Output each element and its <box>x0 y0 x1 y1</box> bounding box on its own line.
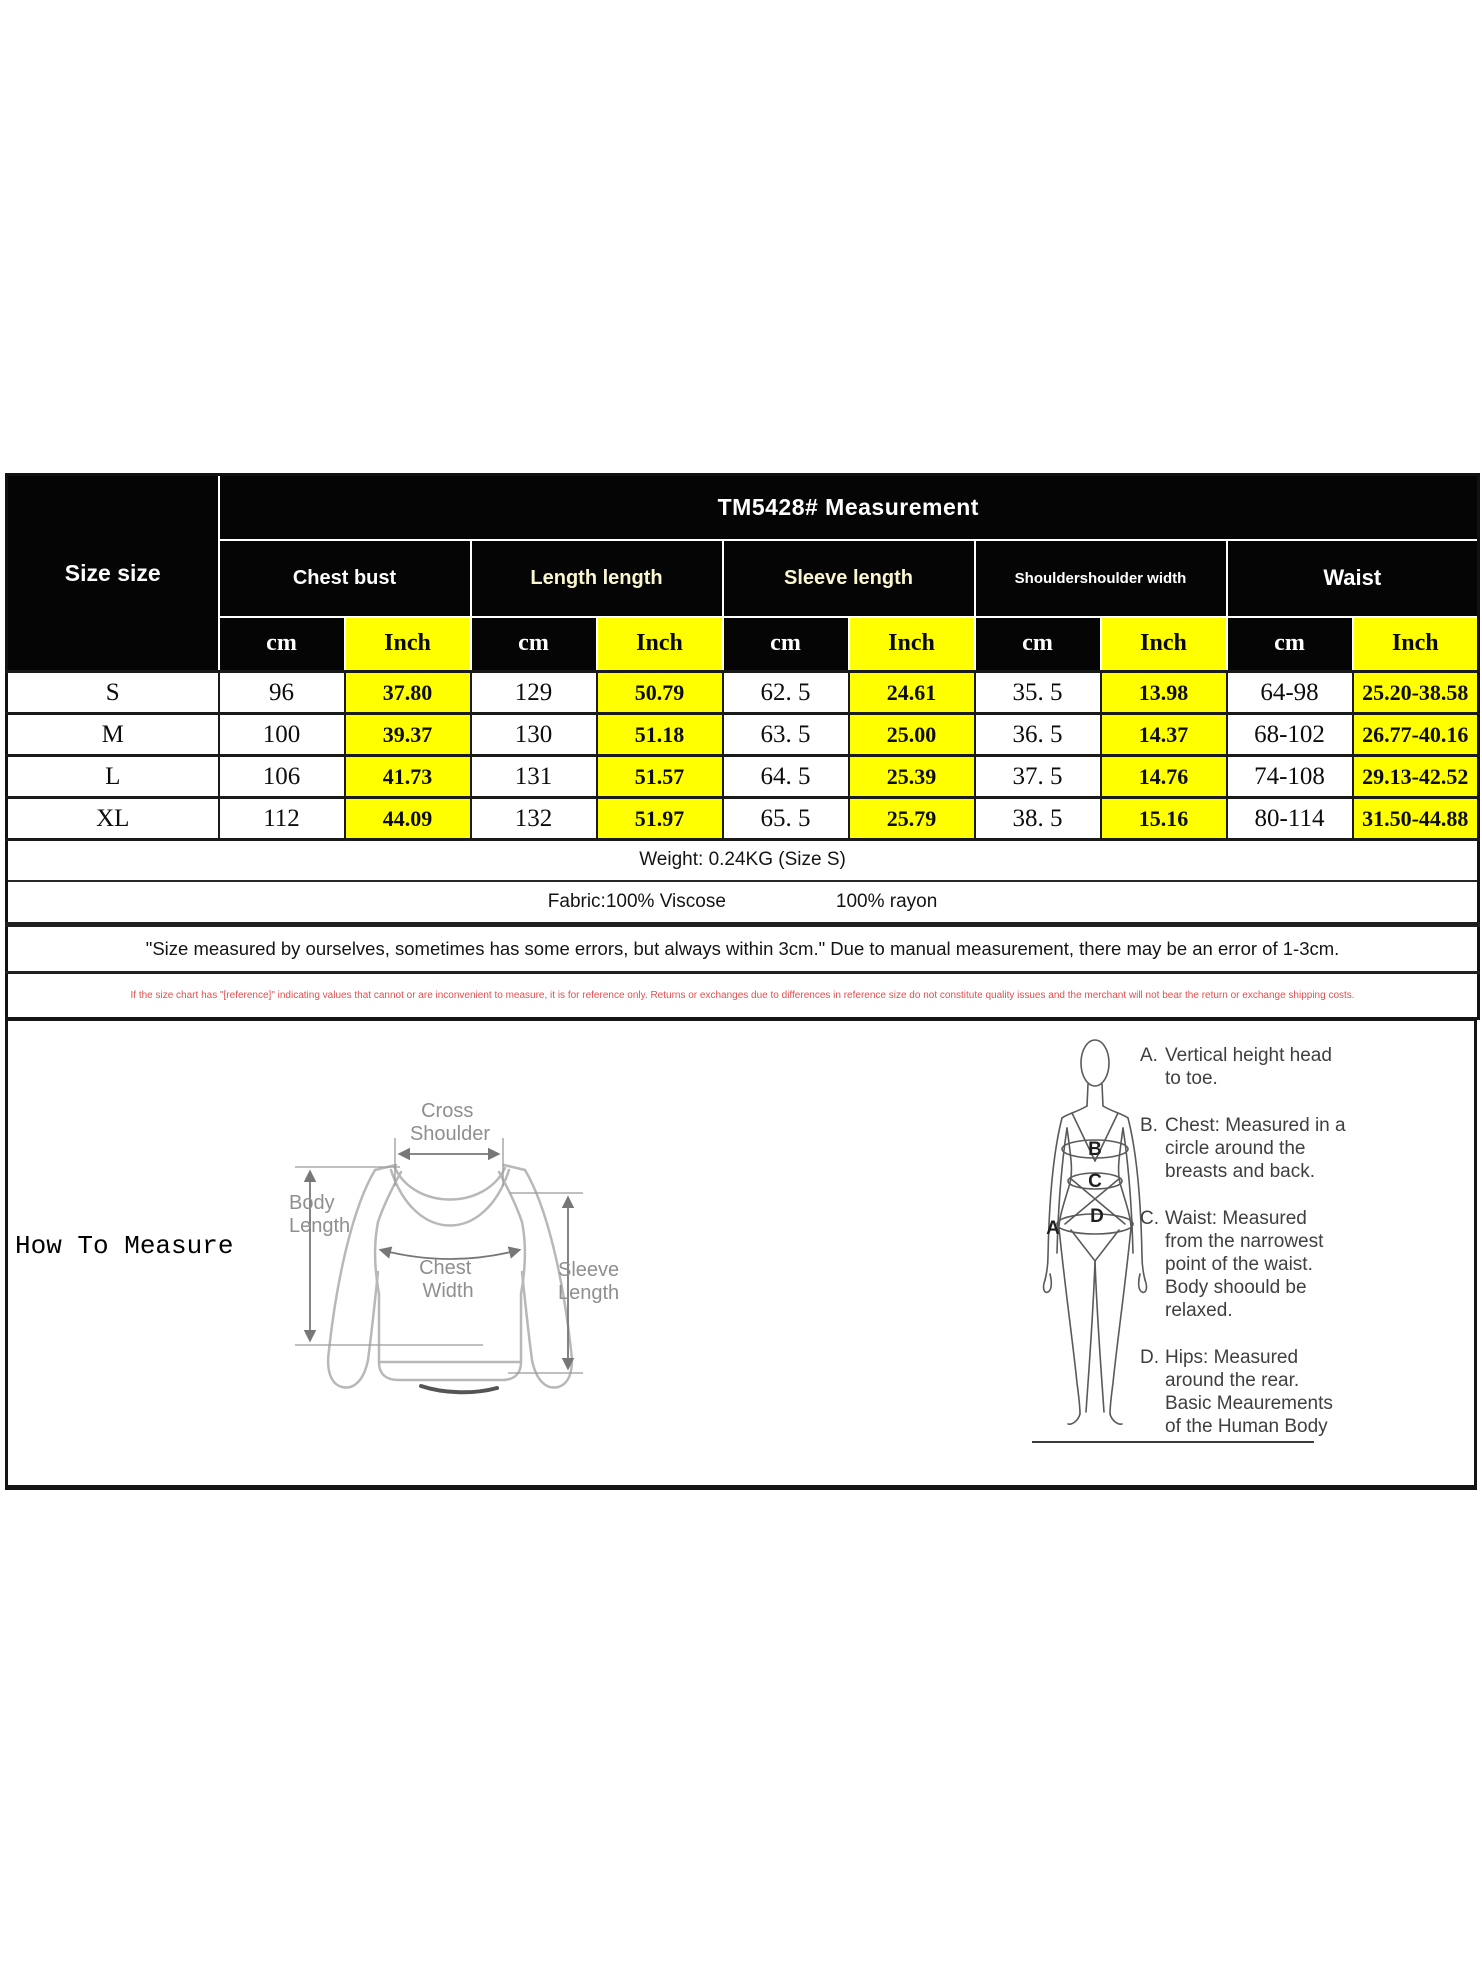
measurement-cell: 38. 5 <box>975 798 1101 840</box>
measurement-cell: 24.61 <box>849 672 975 714</box>
measurement-cell: 129 <box>471 672 597 714</box>
measurement-cell: 50.79 <box>597 672 723 714</box>
unit-header-cm: cm <box>723 617 849 672</box>
measurement-cell: 63. 5 <box>723 714 849 756</box>
unit-header-inch: Inch <box>597 617 723 672</box>
measurement-cell: 64-98 <box>1227 672 1353 714</box>
measurement-cell: 15.16 <box>1101 798 1227 840</box>
group-header-length: Length length <box>471 540 723 617</box>
unit-header-row <box>7 617 1479 672</box>
measurement-cell: 25.20-38.58 <box>1353 672 1479 714</box>
group-header-row <box>7 540 1479 617</box>
measurement-cell: 132 <box>471 798 597 840</box>
sleeve-length-label: Sleeve Length <box>558 1259 620 1304</box>
measurement-cell: 65. 5 <box>723 798 849 840</box>
measure-note-a: A. Vertical height head to toe. <box>1140 1045 1332 1089</box>
figure-label-d: D <box>1090 1206 1104 1227</box>
tolerance-disclaimer: "Size measured by ourselves, sometimes has some errors, but always within 3cm." Due to manual measurement, there may be an error of 1-3cm. <box>7 925 1479 973</box>
measurement-cell: 25.39 <box>849 756 975 798</box>
size-row-l <box>7 756 1479 798</box>
disclaimer-row <box>7 925 1479 973</box>
measurement-cell: 13.98 <box>1101 672 1227 714</box>
fabric-row <box>7 881 1479 925</box>
measurement-cell: 51.18 <box>597 714 723 756</box>
size-row-m <box>7 714 1479 756</box>
group-header-sleeve: Sleeve length <box>723 540 975 617</box>
measure-note-d: D. Hips: Measured around the rear. Basic Meaurements of the Human Body <box>1140 1347 1333 1437</box>
cross-shoulder-label: Cross Shoulder <box>409 1100 491 1145</box>
measurement-cell: 96 <box>219 672 345 714</box>
size-cell: S <box>7 672 219 714</box>
measurement-cell: 25.79 <box>849 798 975 840</box>
measurement-cell: 14.37 <box>1101 714 1227 756</box>
unit-header-cm: cm <box>1227 617 1353 672</box>
measurement-cell: 25.00 <box>849 714 975 756</box>
weight-note: Weight: 0.24KG (Size S) <box>7 840 1479 881</box>
size-row-xl <box>7 798 1479 840</box>
measurement-cell: 74-108 <box>1227 756 1353 798</box>
measurement-cell: 112 <box>219 798 345 840</box>
fabric-note-right: 100% rayon <box>835 890 938 912</box>
measurement-cell: 29.13-42.52 <box>1353 756 1479 798</box>
measurement-cell: 44.09 <box>345 798 471 840</box>
measurement-cell: 131 <box>471 756 597 798</box>
figure-label-a: A <box>1046 1218 1060 1239</box>
measurement-cell: 68-102 <box>1227 714 1353 756</box>
measurement-cell: 39.37 <box>345 714 471 756</box>
unit-header-cm: cm <box>219 617 345 672</box>
chest-width-label: Chest Width <box>419 1257 474 1302</box>
measurement-cell: 80-114 <box>1227 798 1353 840</box>
size-cell: L <box>7 756 219 798</box>
measure-note-b: B. Chest: Measured in a circle around the breasts and back. <box>1140 1115 1346 1182</box>
measurement-cell: 62. 5 <box>723 672 849 714</box>
weight-row <box>7 840 1479 881</box>
figure-label-c: C <box>1088 1171 1102 1192</box>
measurement-cell: 51.97 <box>597 798 723 840</box>
measurement-cell: 31.50-44.88 <box>1353 798 1479 840</box>
group-header-waist: Waist <box>1227 540 1479 617</box>
measurement-cell: 100 <box>219 714 345 756</box>
how-to-measure-heading: How To Measure <box>15 1231 234 1261</box>
fabric-note <box>7 881 1479 925</box>
figure-label-b: B <box>1088 1139 1102 1160</box>
size-row-s <box>7 672 1479 714</box>
group-header-shoulder: Shouldershoulder width <box>975 540 1227 617</box>
size-cell: XL <box>7 798 219 840</box>
unit-header-cm: cm <box>975 617 1101 672</box>
measure-notes <box>1140 1044 1408 1462</box>
unit-header-cm: cm <box>471 617 597 672</box>
shirt-measure-diagram <box>225 1062 675 1402</box>
size-column-header: Size size <box>7 475 219 672</box>
measurement-cell: 37.80 <box>345 672 471 714</box>
unit-header-inch: Inch <box>345 617 471 672</box>
measurement-cell: 106 <box>219 756 345 798</box>
title-row <box>7 475 1479 540</box>
measurement-cell: 51.57 <box>597 756 723 798</box>
measurement-cell: 14.76 <box>1101 756 1227 798</box>
measurement-cell: 26.77-40.16 <box>1353 714 1479 756</box>
measurement-cell: 130 <box>471 714 597 756</box>
group-header-chest: Chest bust <box>219 540 471 617</box>
measurement-cell: 35. 5 <box>975 672 1101 714</box>
unit-header-inch: Inch <box>1353 617 1479 672</box>
unit-header-inch: Inch <box>849 617 975 672</box>
measurement-cell: 37. 5 <box>975 756 1101 798</box>
fabric-note-left: Fabric:100% Viscose <box>547 890 726 912</box>
how-to-measure-section <box>5 1017 1477 1490</box>
measure-note-c: C. Waist: Measured from the narrowest point of the waist. Body shoould be relaxed. <box>1140 1208 1324 1321</box>
measurement-cell: 41.73 <box>345 756 471 798</box>
size-table <box>5 473 1480 1020</box>
reference-note-row <box>7 973 1479 1019</box>
reference-disclaimer: If the size chart has "[reference]" indicating values that cannot or are inconvenient to measure, it is for reference only. Returns or exchanges due to differences in reference size do not constitute quality issues and the merchant will not bear the return or exchange shipping costs. <box>7 973 1479 1019</box>
body-length-label: Body Length <box>289 1192 351 1237</box>
note-underline <box>1032 1441 1314 1443</box>
measurement-cell: 64. 5 <box>723 756 849 798</box>
size-cell: M <box>7 714 219 756</box>
unit-header-inch: Inch <box>1101 617 1227 672</box>
table-title: TM5428# Measurement <box>219 475 1479 540</box>
measurement-cell: 36. 5 <box>975 714 1101 756</box>
